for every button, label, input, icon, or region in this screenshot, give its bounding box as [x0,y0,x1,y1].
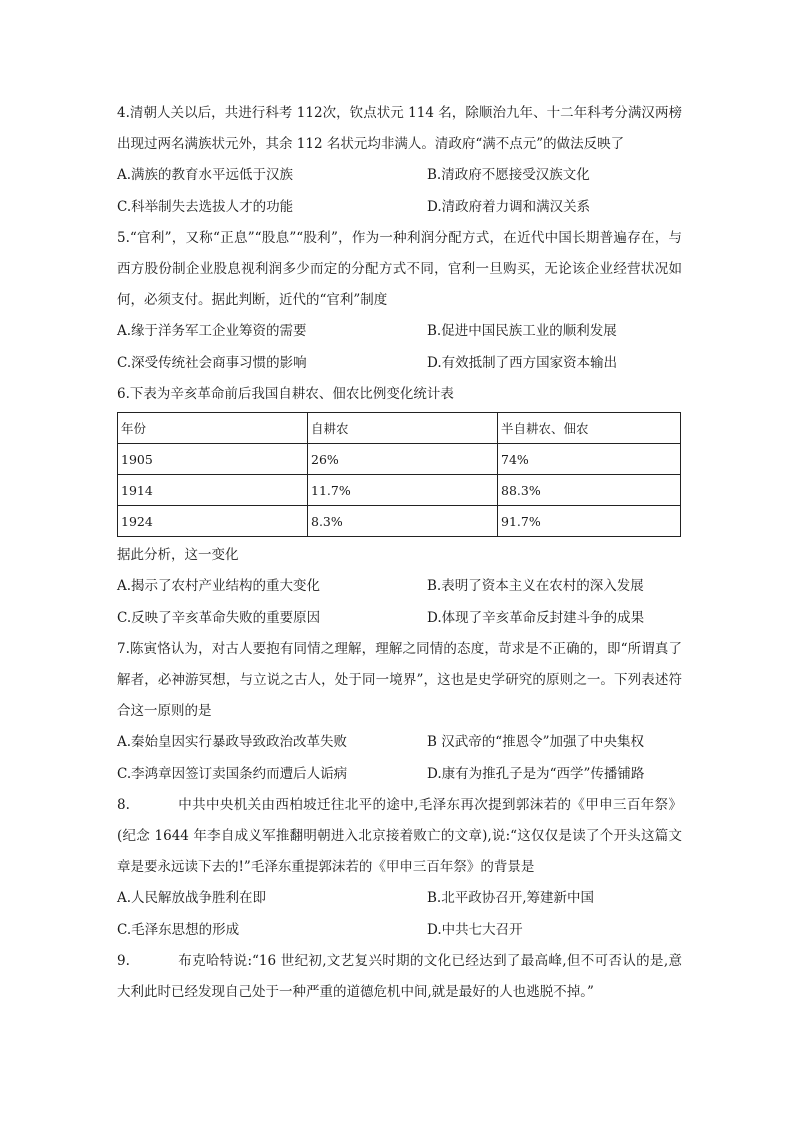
question-5-option-b[interactable]: B.促进中国民族工业的顺利发展 [427,323,617,339]
question-8-option-d[interactable]: D.中共七大召开 [427,921,523,938]
table-header-tenant-farmer: 半自耕农、佃农 [498,413,681,444]
question-9-stem-block [117,946,682,1008]
table-cell: 1905 [118,444,308,475]
table-cell: 74% [498,444,681,475]
question-5-option-a[interactable]: A.缘于洋务军工企业筹资的需要 [117,323,307,339]
table-row [118,475,681,506]
question-6-option-d[interactable]: D.体现了辛亥革命反封建斗争的成果 [427,609,645,626]
question-7-stem: 7.陈寅恪认为，对古人要抱有同情之理解，理解之同情的态度，苛求是不正确的，即“所谓真了解者，必神游冥想，与立说之古人，处于同一境界”，这也是史学研究的原则之一。下列表述符合这一原则的是 [117,641,682,719]
question-6-option-b[interactable]: B.表明了资本主义在农村的深入发展 [427,578,644,594]
question-7-option-d[interactable]: D.康有为推孔子是为“西学”传播铺路 [427,765,645,782]
question-6-stem: 6.下表为辛亥革命前后我国自耕农、佃农比例变化统计表 [117,386,454,402]
question-6-options-row-2 [117,603,682,635]
question-8-option-a[interactable]: A.人民解放战争胜利在即 [117,890,267,906]
question-5-options-row-2 [117,348,682,380]
question-6-followup: 据此分析，这一变化 [117,547,239,563]
table-cell: 1914 [118,475,308,506]
question-5-option-c[interactable]: C.深受传统社会商事习惯的影响 [117,354,307,371]
question-7-options-row-1 [117,727,682,759]
table-row [118,506,681,537]
question-4-option-a[interactable]: A.满族的教育水平远低于汉族 [117,167,294,183]
question-4-option-d[interactable]: D.清政府着力调和满汉关系 [427,198,591,215]
question-8-option-c[interactable]: C.毛泽东思想的形成 [117,921,240,938]
table-cell: 88.3% [498,475,681,506]
table-header-owner-farmer: 自耕农 [308,413,498,444]
question-9-stem: 布克哈特说:“16 世纪初,文艺复兴时期的文化已经达到了最高峰,但不可否认的是,意大利此时已经发现自己处于一种严重的道德危机中间,就是最好的人也逃脱不掉。” [117,953,682,1000]
table-header-year: 年份 [118,413,308,444]
exam-page [117,98,682,1008]
table-cell: 11.7% [308,475,498,506]
table-cell: 91.7% [498,506,681,537]
question-4-option-c[interactable]: C.科举制失去选拔人才的功能 [117,198,294,215]
table-cell: 26% [308,444,498,475]
question-4-options-row-2 [117,192,682,224]
question-8-stem: 中共中央机关由西柏坡迁往北平的途中,毛泽东再次提到郭沫若的《甲申三百年祭》(纪念 1644 年李自成义军推翻明朝进入北京接着败亡的文章),说:“这仅仅是读了个开头这篇文章是要永远读下去的!”毛泽东重提郭沫若的《甲申三百年祭》的背景是 [117,797,682,875]
farmer-ratio-table [117,412,681,537]
question-8-number: 8. [117,797,130,813]
question-8-option-b[interactable]: B.北平政协召开,筹建新中国 [427,890,595,906]
question-8-stem-block [117,790,682,883]
table-cell: 8.3% [308,506,498,537]
question-7-option-a[interactable]: A.秦始皇因实行暴政导致政治改革失败 [117,734,348,750]
question-6-option-c[interactable]: C.反映了辛亥革命失败的重要原因 [117,609,321,626]
question-6-options-row-1 [117,571,682,603]
question-7-option-c[interactable]: C.李鸿章因签订卖国条约而遭后人诟病 [117,765,348,782]
question-4-options-row-1 [117,160,682,192]
question-8-options-row-1 [117,883,682,915]
question-9-number: 9. [117,953,130,969]
table-cell: 1924 [118,506,308,537]
table-header-row [118,413,681,444]
question-4-option-b[interactable]: B.清政府不愿接受汉族文化 [427,167,590,183]
question-8-options-row-2 [117,915,682,947]
question-6-option-a[interactable]: A.揭示了农村产业结构的重大变化 [117,578,321,594]
question-4-stem: 4.清朝人关以后，共进行科考 112次，钦点状元 114 名，除顺治九年、十二年科考分满汉两榜出现过两名满族状元外，其余 112 名状元均非满人。清政府“满不点元”的做法反映了 [117,105,682,152]
question-5-option-d[interactable]: D.有效抵制了西方国家资本输出 [427,354,618,371]
question-5-options-row-1 [117,316,682,348]
question-5-stem: 5.“官利”，又称“正息”“股息”“股利”，作为一种利润分配方式，在近代中国长期普遍存在，与西方股份制企业股息视利润多少而定的分配方式不同，官利一旦购买，无论该企业经营状况如何，必须支付。据此判断，近代的“官利”制度 [117,230,682,308]
question-7-option-b[interactable]: B 汉武帝的“推恩令”加强了中央集权 [427,734,645,750]
question-7-options-row-2 [117,759,682,791]
table-row [118,444,681,475]
